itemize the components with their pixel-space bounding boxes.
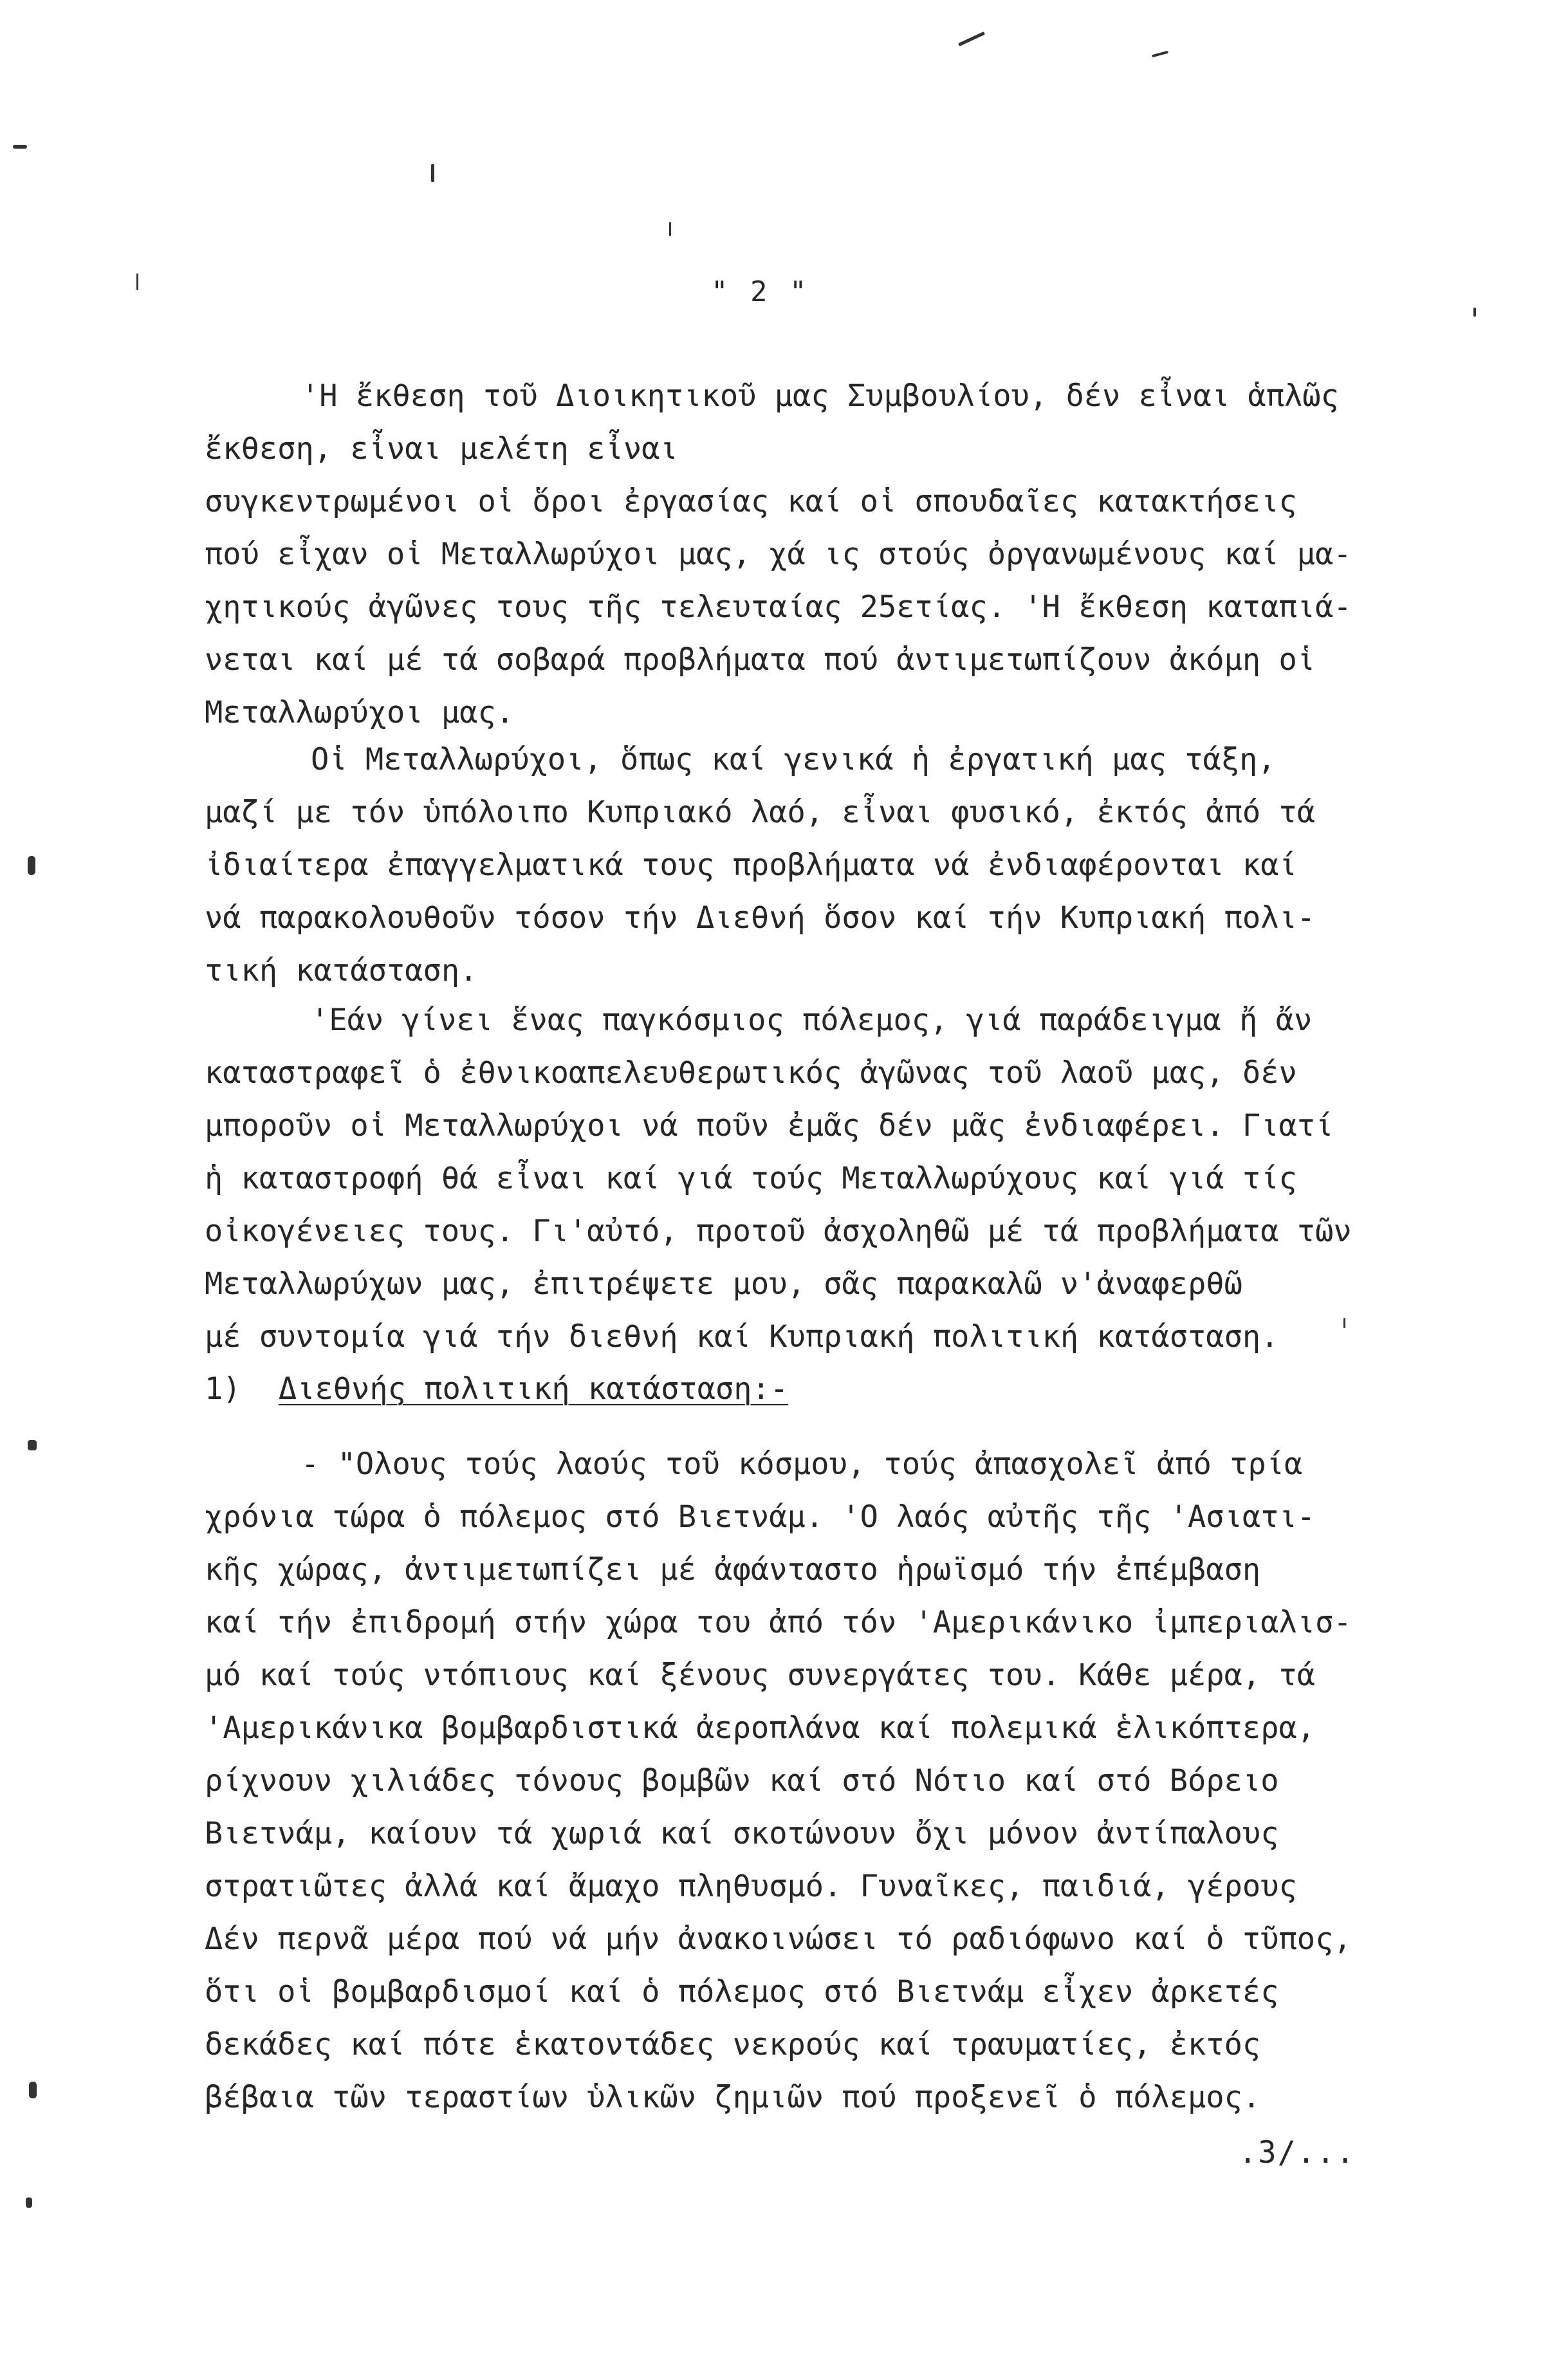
- text-line: δεκάδες καί πότε ἑκατοντάδες νεκρούς καί τραυματίες, ἐκτός: [205, 2027, 1261, 2062]
- text-line: μποροῦν οἱ Μεταλλωρύχοι νά ποῦν ἐμᾶς δέν μᾶς ἐνδιαφέρει. Γιατί: [205, 1108, 1334, 1143]
- text-line: - "Ολους τούς λαούς τοῦ κόσμου, τούς ἀπασχολεῖ ἀπό τρία: [301, 1447, 1303, 1482]
- page-number: " 2 ": [711, 275, 809, 308]
- text-line: Μεταλλωρύχοι μας.: [205, 695, 515, 730]
- paragraph-report-intro: [205, 370, 1485, 739]
- text-line: συγκεντρωμένοι οἱ ὅροι ἐργασίας καί οἱ σπουδαῖες κατακτήσεις: [205, 484, 1297, 519]
- scan-speck: [1152, 51, 1168, 58]
- text-line: καί τήν ἐπιδρομή στήν χώρα του ἀπό τόν 'Αμερικάνικο ἰμπεριαλισ-: [205, 1605, 1352, 1640]
- scan-speck: [28, 1440, 37, 1450]
- section-title: Διεθνής πολιτική κατάσταση:-: [278, 1371, 789, 1407]
- text-line: Βιετνάμ, καίουν τά χωριά καί σκοτώνουν ὄχι μόνον ἀντίπαλους: [205, 1816, 1279, 1851]
- text-line: χρόνια τώρα ὁ πόλεμος στό Βιετνάμ. 'Ο λαός αὐτῆς τῆς 'Ασιατι-: [205, 1499, 1316, 1535]
- paragraph-vietnam-war: [205, 1438, 1485, 2124]
- continuation-marker: .3/...: [1239, 2135, 1356, 2170]
- paragraph-world-war: [205, 994, 1485, 1364]
- text-line: Μεταλλωρύχων μας, ἐπιτρέψετε μου, σᾶς παρακαλῶ ν'ἀναφερθῶ: [205, 1266, 1242, 1302]
- text-line: ἔκθεση, εἶναι μελέτη εἶναι: [205, 431, 678, 467]
- text-line: μαζί με τόν ὑπόλοιπο Κυπριακό λαό, εἶναι φυσικό, ἐκτός ἀπό τά: [205, 795, 1316, 830]
- text-line: 'Η ἔκθεση τοῦ Διοικητικοῦ μας Συμβουλίου, δέν εἶναι ἁπλῶς: [301, 378, 1339, 414]
- text-line: Δέν περνᾶ μέρα πού νά μήν ἀνακοινώσει τό ραδιόφωνο καί ὁ τῦπος,: [205, 1921, 1352, 1957]
- scan-speck: [26, 2197, 32, 2208]
- text-line: πού εἶχαν οἱ Μεταλλωρύχοι μας, χά ις στούς ὀργανωμένους καί μα-: [205, 537, 1352, 572]
- scan-speck: [1473, 308, 1476, 317]
- scan-speck: [28, 856, 35, 875]
- scan-speck: [136, 273, 138, 290]
- scan-speck: [29, 2082, 37, 2098]
- text-line: ρίχνουν χιλιάδες τόνους βομβῶν καί στό Νότιο καί στό Βόρειο: [205, 1763, 1279, 1799]
- text-line: νεται καί μέ τά σοβαρά προβλήματα πού ἀντιμετωπίζουν ἀκόμη οἱ: [205, 642, 1316, 678]
- text-line: καταστραφεῖ ὁ ἐθνικοαπελευθερωτικός ἀγῶνας τοῦ λαοῦ μας, δέν: [205, 1055, 1297, 1091]
- text-line: ἰδιαίτερα ἐπαγγελματικά τους προβλήματα νά ἐνδιαφέρονται καί: [205, 847, 1297, 883]
- scan-speck: [958, 32, 985, 46]
- text-line: τική κατάσταση.: [205, 953, 478, 988]
- text-line: στρατιῶτες ἀλλά καί ἄμαχο πληθυσμό. Γυναῖκες, παιδιά, γέρους: [205, 1869, 1297, 1904]
- text-line: μέ συντομία γιά τήν διεθνή καί Κυπριακή πολιτική κατάσταση.: [205, 1319, 1279, 1355]
- scan-speck: [431, 164, 434, 182]
- text-line: Οἱ Μεταλλωρύχοι, ὅπως καί γενικά ἡ ἐργατική μας τάξη,: [311, 742, 1276, 777]
- text-line: ὅτι οἱ βομβαρδισμοί καί ὁ πόλεμος στό Βιετνάμ εἶχεν ἀρκετές: [205, 1974, 1279, 2010]
- scan-speck: [13, 145, 27, 149]
- text-line: νά παρακολουθοῦν τόσον τήν Διεθνή ὅσον καί τήν Κυπριακή πολι-: [205, 900, 1316, 936]
- text-line: 'Αμερικάνικα βομβαρδιστικά ἀεροπλάνα καί πολεμικά ἑλικόπτερα,: [205, 1710, 1316, 1746]
- section-heading: [205, 1363, 788, 1416]
- text-line: κῆς χώρας, ἀντιμετωπίζει μέ ἀφάνταστο ἡρωϊσμό τήν ἐπέμβαση: [205, 1552, 1261, 1587]
- text-line: μό καί τούς ντόπιους καί ξένους συνεργάτες του. Κάθε μέρα, τά: [205, 1658, 1316, 1693]
- text-line: οἰκογένειες τους. Γι'αὐτό, προτοῦ ἀσχοληθῶ μέ τά προβλήματα τῶν: [205, 1214, 1352, 1249]
- text-line: 'Εάν γίνει ἕνας παγκόσμιος πόλεμος, γιά παράδειγμα ἤ ἄν: [311, 1003, 1313, 1038]
- text-line: ἡ καταστροφή θά εἶναι καί γιά τούς Μεταλλωρύχους καί γιά τίς: [205, 1161, 1297, 1196]
- text-line: χητικούς ἀγῶνες τους τῆς τελευταίας 25ετίας. 'Η ἔκθεση καταπιά-: [205, 589, 1352, 625]
- paragraph-miners-interest: [205, 734, 1485, 997]
- scan-speck: [669, 222, 671, 236]
- section-number: 1): [205, 1371, 241, 1407]
- text-line: βέβαια τῶν τεραστίων ὑλικῶν ζημιῶν πού προξενεῖ ὁ πόλεμος.: [205, 2080, 1261, 2115]
